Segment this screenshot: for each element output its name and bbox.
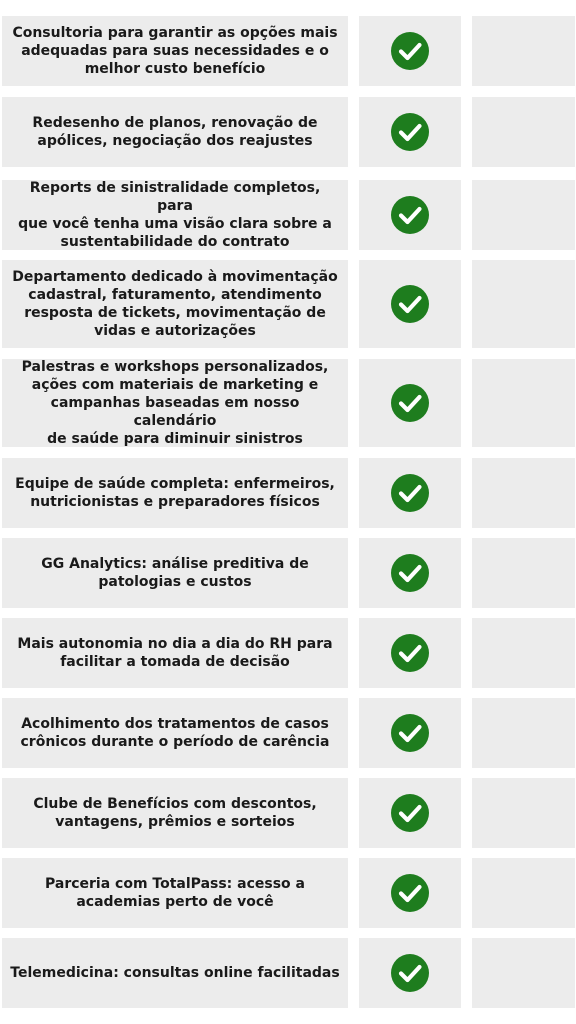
empty-cell [472,858,575,928]
empty-cell [472,97,575,167]
feature-text: Palestras e workshops personalizados, ações com materiais de marketing e campanhas baseadas em nosso calendário de saúde para diminuir sinistros [21,359,329,447]
empty-cell [472,260,575,348]
feature-cell [2,698,348,768]
table-row [0,458,576,528]
empty-cell [472,618,575,688]
table-row [0,778,576,848]
check-circle-icon [391,714,429,752]
feature-cell [2,260,348,348]
feature-text: Mais autonomia no dia a dia do RH para facilitar a tomada de decisão [17,636,333,670]
check-circle-icon [391,285,429,323]
included-cell [359,16,461,86]
feature-text: Acolhimento dos tratamentos de casos crônicos durante o período de carência [20,716,330,750]
empty-cell [472,538,575,608]
table-row [0,618,576,688]
feature-text: Redesenho de planos, renovação de apólices, negociação dos reajustes [32,115,318,149]
included-cell [359,618,461,688]
feature-text: GG Analytics: análise preditiva de patologias e custos [41,556,309,590]
included-cell [359,97,461,167]
feature-cell [2,359,348,447]
feature-cell [2,778,348,848]
feature-text: Equipe de saúde completa: enfermeiros, nutricionistas e preparadores físicos [15,476,335,510]
empty-cell [472,938,575,1008]
feature-cell [2,97,348,167]
table-row [0,180,576,250]
empty-cell [472,359,575,447]
check-circle-icon [391,554,429,592]
check-circle-icon [391,113,429,151]
feature-text: Clube de Benefícios com descontos, vantagens, prêmios e sorteios [33,796,317,830]
feature-cell [2,618,348,688]
check-circle-icon [391,794,429,832]
empty-cell [472,16,575,86]
included-cell [359,180,461,250]
table-row [0,858,576,928]
included-cell [359,858,461,928]
feature-text: Parceria com TotalPass: acesso a academias perto de você [45,876,305,910]
table-row [0,16,576,86]
check-circle-icon [391,634,429,672]
check-circle-icon [391,954,429,992]
feature-cell [2,538,348,608]
feature-text: Departamento dedicado à movimentação cadastral, faturamento, atendimento resposta de tickets, movimentação de vidas e autorizações [12,269,338,339]
feature-cell [2,858,348,928]
check-circle-icon [391,474,429,512]
check-circle-icon [391,196,429,234]
check-circle-icon [391,874,429,912]
feature-cell [2,938,348,1008]
included-cell [359,260,461,348]
included-cell [359,938,461,1008]
table-row [0,97,576,167]
table-row [0,938,576,1008]
feature-text: Reports de sinistralidade completos, para que você tenha uma visão clara sobre a sustentabilidade do contrato [18,180,332,250]
feature-cell [2,16,348,86]
table-row [0,698,576,768]
included-cell [359,778,461,848]
empty-cell [472,180,575,250]
table-row [0,359,576,447]
empty-cell [472,458,575,528]
feature-cell [2,458,348,528]
empty-cell [472,778,575,848]
feature-text: Consultoria para garantir as opções mais adequadas para suas necessidades e o melhor custo benefício [12,25,338,77]
feature-cell [2,180,348,250]
check-circle-icon [391,32,429,70]
included-cell [359,458,461,528]
included-cell [359,698,461,768]
feature-text: Telemedicina: consultas online facilitadas [10,965,340,981]
included-cell [359,538,461,608]
empty-cell [472,698,575,768]
table-row [0,260,576,348]
check-circle-icon [391,384,429,422]
table-row [0,538,576,608]
included-cell [359,359,461,447]
